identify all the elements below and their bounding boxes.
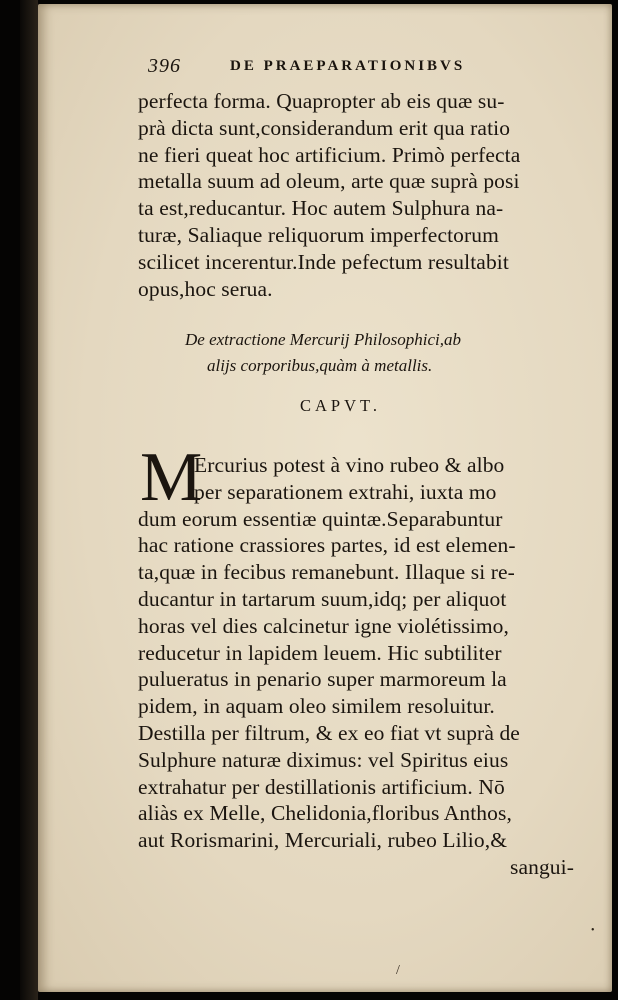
text-line: sangui- bbox=[510, 854, 574, 879]
subtitle-line: De extractione Mercurij Philosophici,ab bbox=[185, 330, 462, 349]
chapter-heading: CAPVT. bbox=[300, 396, 381, 415]
text-line: turæ, Saliaque reliquorum imperfectorum bbox=[138, 222, 499, 247]
text-line: per separationem extrahi, iuxta mo bbox=[194, 479, 497, 504]
text-line: Destilla per filtrum, & ex eo fiat vt suprà de bbox=[138, 720, 520, 745]
text-line: pidem, in aquam oleo similem resoluitur. bbox=[138, 694, 495, 719]
paragraph-1 bbox=[138, 88, 578, 302]
text-line: perfecta forma. Quapropter ab eis quæ su- bbox=[138, 89, 505, 113]
signature-mark: / bbox=[396, 963, 400, 978]
text-line: aut Rorismarini, Mercuriali, rubeo Lilio,& bbox=[138, 828, 508, 853]
drop-capital: M bbox=[140, 439, 203, 516]
text-line: prà dicta sunt,considerandum erit qua ratio bbox=[138, 115, 511, 140]
margin-dot: • bbox=[591, 925, 595, 936]
text-line: opus,hoc serua. bbox=[138, 276, 273, 301]
page-number: 396 bbox=[148, 55, 181, 77]
text-line: reducetur in lapidem leuem. Hic subtiliter bbox=[138, 640, 502, 665]
text-line: hac ratione crassiores partes, id est elemen- bbox=[138, 533, 516, 558]
text-line: dum eorum essentiæ quintæ.Separabuntur bbox=[138, 506, 503, 531]
subtitle-line: alijs corporibus,quàm à metallis. bbox=[207, 356, 433, 375]
text-line: extrahatur per destillationis artificium. Nō bbox=[138, 774, 505, 799]
page-header bbox=[148, 55, 528, 81]
text-line: aliàs ex Melle, Chelidonia,floribus Anthos, bbox=[138, 801, 512, 826]
text-line: Ercurius potest à vino rubeo & albo bbox=[194, 453, 505, 477]
text-line: metalla suum ad oleum, arte quæ suprà posi bbox=[138, 169, 520, 194]
section-subtitle bbox=[185, 327, 545, 379]
text-line: ta est,reducantur. Hoc autem Sulphura na- bbox=[138, 196, 504, 221]
text-line: ducantur in tartarum suum,idq; per aliquot bbox=[138, 586, 507, 611]
text-line: horas vel dies calcinetur igne violétissimo, bbox=[138, 613, 510, 638]
text-line: Sulphure naturæ diximus: vel Spiritus eius bbox=[138, 747, 509, 772]
text-line: ne fieri queat hoc artificium. Primò perfecta bbox=[138, 142, 521, 167]
text-line: puluerat⁠us in penario super marmoreum la bbox=[138, 667, 507, 692]
text-line: scilicet incerentur.Inde pefectum resultabit bbox=[138, 249, 509, 274]
text-line: ta,quæ in fecibus remanebunt. Illaque si re- bbox=[138, 560, 515, 585]
book-gutter bbox=[20, 0, 38, 1000]
running-head: DE PRAEPARATIONIBVS bbox=[230, 58, 466, 74]
paragraph-2 bbox=[138, 452, 578, 881]
